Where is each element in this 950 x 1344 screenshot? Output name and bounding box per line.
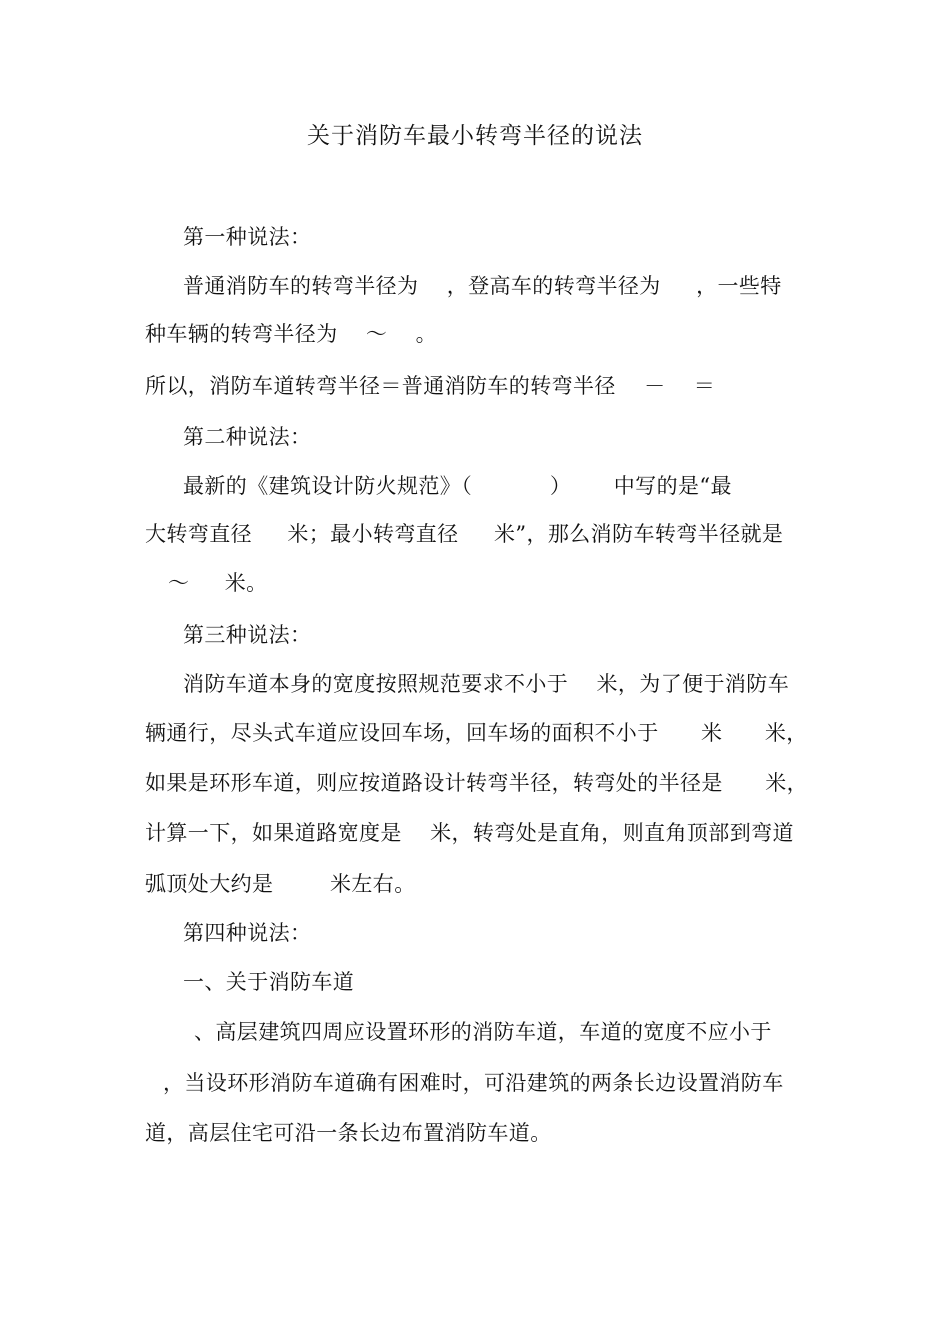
paragraph-line: ，当设环形消防车道确有困难时，可沿建筑的两条长边设置消防车 <box>163 1071 784 1095</box>
paragraph-line: 最新的《建筑设计防火规范》（ ） 中写的是“最 <box>183 474 732 498</box>
document-title: 关于消防车最小转弯半径的说法 <box>307 123 643 149</box>
heading-method-1: 第一种说法： <box>183 225 312 249</box>
heading-method-4: 第四种说法： <box>183 921 312 945</box>
paragraph-line: 、高层建筑四周应设置环形的消防车道，车道的宽度不应小于 <box>194 1020 772 1044</box>
heading-method-2: 第二种说法： <box>183 425 312 449</box>
paragraph-line: ～ 米。 <box>168 571 268 595</box>
paragraph-line: 种车辆的转弯半径为 ～ 。 <box>145 322 438 346</box>
paragraph-line: 所以，消防车道转弯半径＝普通消防车的转弯半径 － ＝ <box>145 374 716 398</box>
paragraph-line: 普通消防车的转弯半径为 ，登高车的转弯半径为 ，一些特 <box>183 274 782 298</box>
paragraph-line: 如果是环形车道，则应按道路设计转弯半径，转弯处的半径是 米， <box>145 771 809 795</box>
paragraph-line: 计算一下，如果道路宽度是 米，转弯处是直角，则直角顶部到弯道 <box>145 821 794 845</box>
paragraph-line: 弧顶处大约是 米左右。 <box>145 872 416 896</box>
paragraph-line: 大转弯直径 米；最小转弯直径 米”，那么消防车转弯半径就是 <box>145 522 784 546</box>
paragraph-line: 辆通行，尽头式车道应设回车场，回车场的面积不小于 米 米， <box>145 721 808 745</box>
paragraph-line: 消防车道本身的宽度按照规范要求不小于 米，为了便于消防车 <box>183 672 790 696</box>
section-heading: 一、关于消防车道 <box>183 970 355 994</box>
heading-method-3: 第三种说法： <box>183 623 312 647</box>
paragraph-line: 道，高层住宅可沿一条长边布置消防车道。 <box>145 1121 552 1145</box>
